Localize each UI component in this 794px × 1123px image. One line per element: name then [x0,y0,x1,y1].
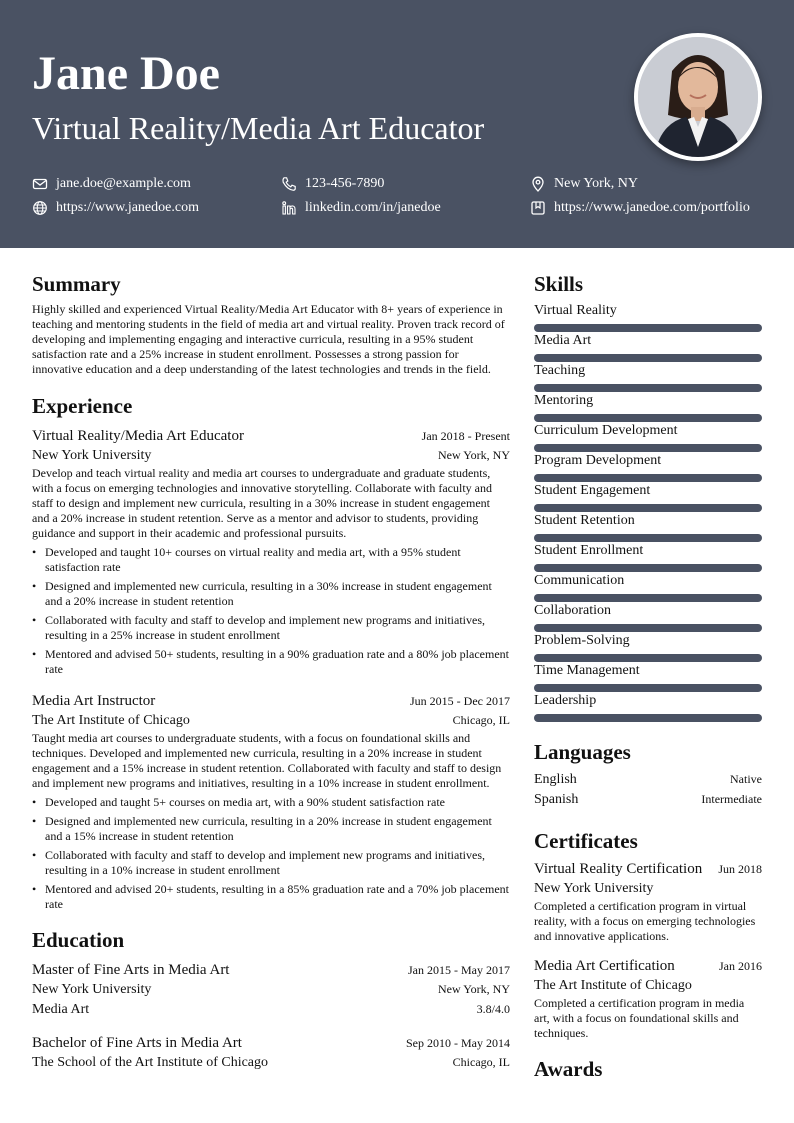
skill-item [534,632,762,662]
skill-item [534,662,762,692]
skill-name: Leadership [534,693,597,708]
job-bullets [32,795,510,912]
certificates-section [534,829,762,1041]
certificates-heading: Certificates [534,829,638,853]
sidebar-column [534,272,762,1087]
skill-item [534,602,762,632]
education-heading: Education [32,928,125,952]
skill-level-bar [534,474,762,482]
language-name: Spanish [534,792,579,807]
skill-name: Student Retention [534,513,635,528]
education-location: Chicago, IL [452,1055,510,1069]
certificate-date: Jun 2018 [718,862,762,876]
globe-icon [32,200,48,216]
education-dates: Jan 2015 - May 2017 [408,963,510,977]
contact-phone-text: 123-456-7890 [305,176,385,191]
job-description: Develop and teach virtual reality and media art courses to undergraduate and graduate students, with a focus on emerging technologies and innovative storytelling. Collaborate with faculty and staff to design and implement new curricula, resulting in a 30% increase in student engagement and a 20% increase in student retention. Serve as a mentor and advisor to students, providing guidance and support in their academic and professional pursuits. [32,466,493,540]
education-item [32,1033,510,1073]
contact-linkedin-text: linkedin.com/in/janedoe [305,200,441,215]
skill-level-bar [534,354,762,362]
skill-item [534,542,762,572]
awards-heading: Awards [534,1057,603,1081]
skill-item [534,362,762,392]
summary-text: Highly skilled and experienced Virtual Reality/Media Art Educator with 8+ years of experience in teaching and mentoring students in the field of media art and virtual reality. Proven track record of developing and implementing engaging and interactive curricula, resulting in a 95% student satisfaction rate and a 25% increase in student enrollment. Possesses a strong passion for innovative education and a deep understanding of the latest technologies and trends in the field. [32,302,505,376]
skill-item [534,392,762,422]
candidate-name: Jane Doe [32,47,220,100]
education-item [32,960,510,1020]
experience-heading: Experience [32,394,133,418]
contact-location-text: New York, NY [554,176,639,191]
certificate-item [534,859,762,944]
gpa: 3.8/4.0 [476,1002,510,1016]
profile-photo [634,33,762,161]
contact-phone[interactable] [281,175,384,193]
language-name: English [534,772,577,787]
skills-section [534,272,762,722]
job-bullet: • Collaborated with faculty and staff to develop and implement new programs and initiatives, resulting in a 25% increase in student enrollment [32,613,510,643]
job-bullet: • Mentored and advised 50+ students, resulting in a 90% graduation rate and a 80% job placement rate [32,647,510,677]
skill-name: Program Development [534,453,662,468]
contact-website-text: https://www.janedoe.com [56,200,199,215]
field-of-study: Media Art [32,1002,90,1017]
skills-heading: Skills [534,272,584,296]
skill-name: Curriculum Development [534,423,678,438]
skill-level-bar [534,324,762,332]
education-section [32,928,510,1073]
certificate-date: Jan 2016 [719,959,762,973]
certificate-name: Virtual Reality Certification [534,861,703,877]
portfolio-icon [530,200,546,216]
resume-header [0,0,794,248]
skill-level-bar [534,654,762,662]
profile-photo-illustration [638,37,758,157]
skill-level-bar [534,414,762,422]
experience-item [32,691,510,912]
skill-level-bar [534,564,762,572]
job-org: New York University [32,448,152,463]
skill-item [534,422,762,452]
skill-name: Time Management [534,663,640,678]
job-bullet: • Collaborated with faculty and staff to develop and implement new programs and initiatives, resulting in a 10% increase in student enrollment [32,848,510,878]
certificate-description: Completed a certification program in media art, with a focus on foundational skills and techniques. [534,996,745,1040]
languages-heading: Languages [534,740,631,764]
language-item [534,790,762,810]
certificate-description: Completed a certification program in virtual reality, with a focus on emerging technologies and innovative applications. [534,899,756,943]
skill-name: Mentoring [534,393,594,408]
skill-level-bar [534,624,762,632]
job-bullet: • Designed and implemented new curricula, resulting in a 30% increase in student engagement and a 20% increase in student retention [32,579,510,609]
experience-section [32,394,510,912]
skill-level-bar [534,534,762,542]
skill-level-bar [534,594,762,602]
job-bullet: • Mentored and advised 20+ students, resulting in a 85% graduation rate and a 70% job placement rate [32,882,510,912]
skill-item [534,482,762,512]
job-bullet: • Designed and implemented new curricula, resulting in a 20% increase in student engagement and a 15% increase in student retention [32,814,510,844]
education-dates: Sep 2010 - May 2014 [406,1036,510,1050]
skill-item [534,512,762,542]
contact-portfolio-text: https://www.janedoe.com/portfolio [554,200,750,215]
mail-icon [32,176,48,192]
job-role: Media Art Instructor [32,693,156,709]
skill-name: Communication [534,573,625,588]
job-bullet: • Developed and taught 5+ courses on media art, with a 90% student satisfaction rate [32,795,510,810]
skill-level-bar [534,444,762,452]
certificate-issuer: New York University [534,881,654,896]
language-level: Intermediate [701,792,762,806]
contact-email[interactable] [32,175,191,193]
job-bullets [32,545,510,677]
skill-name: Collaboration [534,603,611,618]
summary-heading: Summary [32,272,121,296]
skill-item [534,332,762,362]
school: New York University [32,982,152,997]
skill-level-bar [534,384,762,392]
certificate-name: Media Art Certification [534,958,675,974]
education-location: New York, NY [437,982,510,996]
job-dates: Jun 2015 - Dec 2017 [410,694,510,708]
skill-level-bar [534,504,762,512]
skill-name: Virtual Reality [534,303,617,318]
languages-section [534,740,762,810]
awards-section [534,1057,762,1081]
job-location: Chicago, IL [452,713,510,727]
language-item [534,770,762,790]
certificate-item [534,956,762,1041]
skill-name: Problem-Solving [534,633,630,648]
job-role: Virtual Reality/Media Art Educator [32,428,244,444]
linkedin-icon [281,200,297,216]
skill-level-bar [534,714,762,722]
job-location: New York, NY [437,448,510,462]
location-pin-icon [530,176,546,192]
phone-icon [281,176,297,192]
skills-list [534,302,762,722]
skill-name: Student Engagement [534,483,651,498]
job-description: Taught media art courses to undergraduate students, with a focus on foundational skills and techniques. Developed and implemented new curricula, resulting in a 20% increase in student engagement and a 15% increase in student retention. Collaborated with faculty and staff to design and implement new programs and initiatives, resulting in a 10% increase in student enrollment. [32,731,502,790]
main-column [32,272,510,1073]
certificate-issuer: The Art Institute of Chicago [534,978,692,993]
contact-linkedin[interactable] [281,199,441,217]
contact-location [530,175,638,193]
skill-item [534,452,762,482]
degree: Master of Fine Arts in Media Art [32,962,230,978]
skill-name: Teaching [534,363,586,378]
contact-portfolio[interactable] [530,199,750,217]
summary-section [32,272,510,377]
contact-email-text: jane.doe@example.com [56,176,191,191]
experience-item [32,426,510,677]
school: The School of the Art Institute of Chicago [32,1055,269,1070]
candidate-title: Virtual Reality/Media Art Educator [32,110,485,146]
skill-name: Media Art [534,333,592,348]
skill-item [534,302,762,332]
skill-item [534,692,762,722]
job-dates: Jan 2018 - Present [421,429,510,443]
skill-level-bar [534,684,762,692]
language-level: Native [730,772,762,786]
job-org: The Art Institute of Chicago [32,713,190,728]
degree: Bachelor of Fine Arts in Media Art [32,1035,242,1051]
skill-item [534,572,762,602]
skill-name: Student Enrollment [534,543,644,558]
job-bullet: • Developed and taught 10+ courses on virtual reality and media art, with a 95% student satisfaction rate [32,545,510,575]
contact-website[interactable] [32,199,199,217]
